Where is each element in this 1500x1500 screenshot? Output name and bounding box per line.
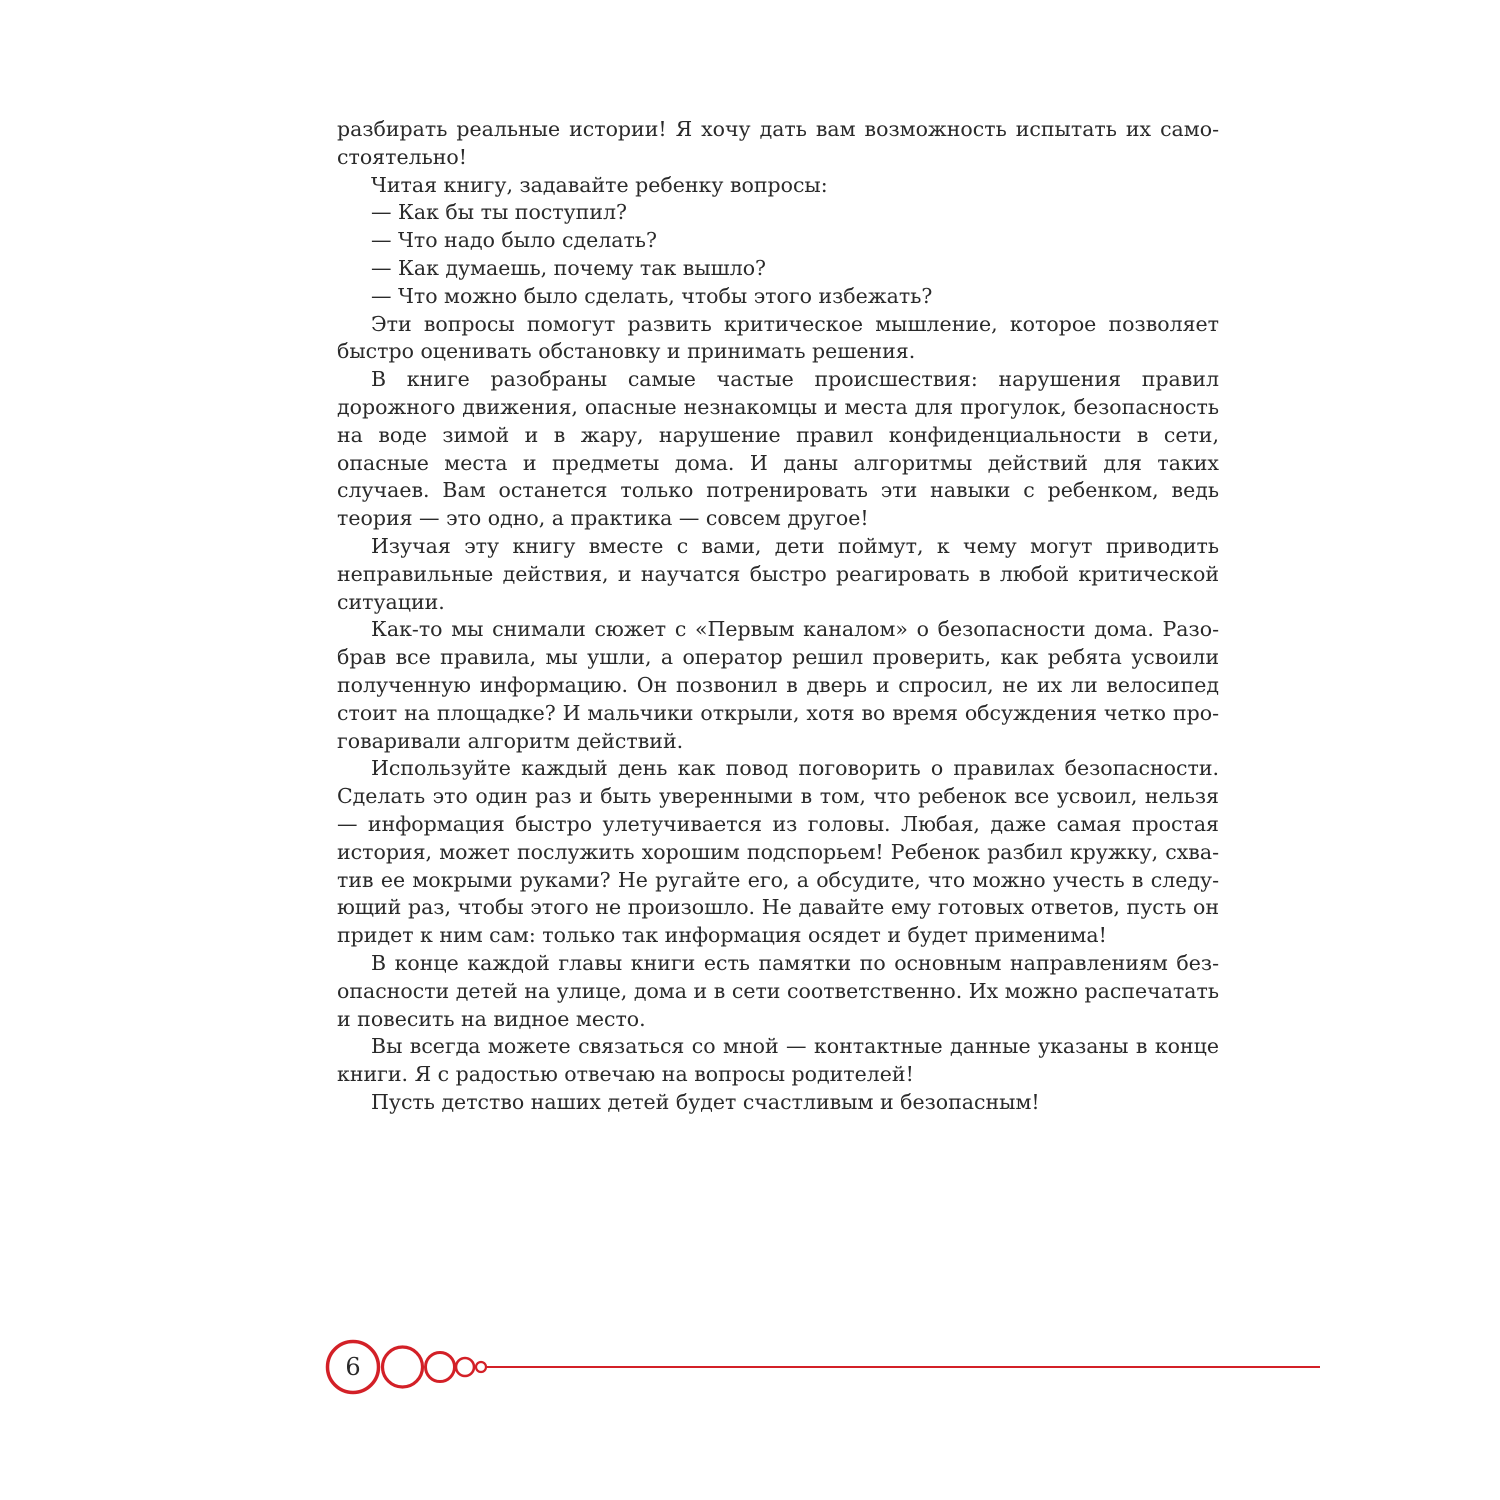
question-item: — Как думаешь, почему так вышло? [371, 255, 767, 280]
paragraph: Используйте каждый день как повод поговорить о правилах безопасности. Сделать это один раз и быть уверенными в том, что ребенок все усвоил, нельзя — информация быстро улетучивается из головы. Любая, даже самая простая история, может послужить хорошим подспорьем! Ребенок разбил кружку, схватив ее мокрыми руками? Не ругайте его, а обсудите, что можно учесть в следующий раз, чтобы этого не произошло. Не давайте ему готовых ответов, пусть он придет к ним сам: только так информация осядет и будет применима! [337, 756, 1219, 948]
paragraph: В книге разобраны самые частые происшествия: нарушения правил дорожного движения, опасные незнакомцы и места для прогулок, безопасность на воде зимой и в жару, нарушение правил конфиденциальности в сети, опасные места и предметы дома. И даны алгоритмы действий для таких случаев. Вам останется только потренировать эти навыки с ребенком, ведь теория — это одно, а практика — совсем другое! [337, 367, 1219, 531]
paragraph: Пусть детство наших детей будет счастливым и безопасным! [371, 1089, 1040, 1114]
paragraph: Читая книгу, задавайте ребенку вопросы: [371, 172, 828, 197]
paragraph: В конце каждой главы книги есть памятки по основным направлениям безопасности детей на улице, дома и в сети соответственно. Их можно распечатать и повесить на видное место. [337, 950, 1219, 1031]
question-item: — Как бы ты поступил? [371, 200, 628, 225]
paragraph: Вы всегда можете связаться со мной — контактные данные указаны в конце книги. Я с радостью отвечаю на вопросы родителей! [337, 1034, 1219, 1087]
decor-circle-medium [426, 1353, 455, 1382]
paragraph: Изучая эту книгу вместе с вами, дети поймут, к чему могут приводить неправильные действия, и научатся быстро реагировать в любой критической ситуации. [337, 533, 1219, 614]
paragraph: Как-то мы снимали сюжет с «Первым каналом» о безопасности дома. Разобрав все правила, мы ушли, а оператор решил проверить, как ребята усвоили полученную информацию. Он позвонил в дверь и спросил, не их ли велосипед стоит на площадке? И мальчики открыли, хотя во время обсуждения четко проговаривали алгоритм действий. [337, 617, 1219, 753]
decor-circle-large [383, 1347, 423, 1387]
page-number-circle [328, 1342, 379, 1393]
body-text [337, 116, 1219, 1117]
question-item: — Что надо было сделать? [371, 228, 657, 253]
paragraph: разбирать реальные истории! Я хочу дать вам возможность испытать их самостоятельно! [337, 117, 1219, 169]
paragraph: Эти вопросы помогут развить критическое мышление, которое позволяет быстро оценивать обстановку и принимать решения. [337, 311, 1219, 364]
page-number: 6 [345, 1353, 361, 1381]
question-item: — Что можно было сделать, чтобы этого избежать? [371, 283, 933, 308]
decor-circle-small [456, 1358, 474, 1376]
decor-circle-tiny [476, 1362, 486, 1372]
